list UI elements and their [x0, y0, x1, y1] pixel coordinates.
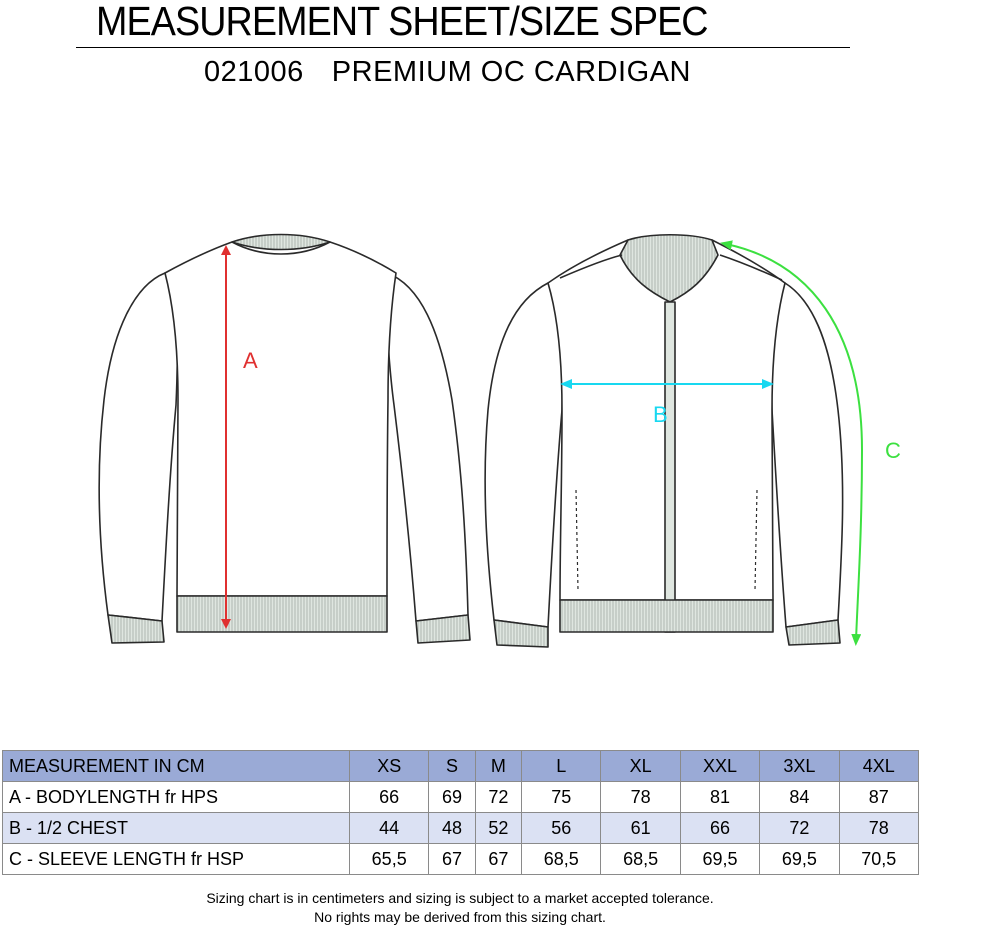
table-cell: 78 — [601, 782, 680, 813]
back-left-sleeve — [99, 273, 177, 621]
front-zipper — [665, 302, 675, 632]
table-cell: 65,5 — [350, 844, 429, 875]
table-cell: 72 — [475, 782, 521, 813]
table-cell: 61 — [601, 813, 680, 844]
dimension-c-label: C — [885, 438, 901, 463]
back-waistband — [177, 596, 387, 632]
front-view — [485, 235, 843, 647]
table-cell: 69 — [429, 782, 475, 813]
front-right-sleeve — [771, 283, 842, 627]
size-header: 3XL — [760, 751, 839, 782]
size-header: S — [429, 751, 475, 782]
size-header: M — [475, 751, 521, 782]
table-cell: 68,5 — [522, 844, 601, 875]
dimension-a-label: A — [243, 348, 258, 373]
table-cell: 69,5 — [760, 844, 839, 875]
row-label: B - 1/2 CHEST — [3, 813, 350, 844]
back-collar-rib — [232, 235, 330, 250]
table-cell: 66 — [680, 813, 759, 844]
table-cell: 56 — [522, 813, 601, 844]
table-cell: 70,5 — [839, 844, 918, 875]
table-cell: 72 — [760, 813, 839, 844]
front-waistband — [560, 600, 773, 632]
front-left-sleeve — [485, 283, 562, 627]
table-row-chest — [3, 813, 919, 844]
table-cell: 52 — [475, 813, 521, 844]
size-spec-table — [2, 750, 919, 875]
table-cell: 87 — [839, 782, 918, 813]
row-label: C - SLEEVE LENGTH fr HSP — [3, 844, 350, 875]
table-cell: 67 — [475, 844, 521, 875]
size-header: 4XL — [839, 751, 918, 782]
table-row-bodylength — [3, 782, 919, 813]
table-cell: 69,5 — [680, 844, 759, 875]
table-row-sleeve — [3, 844, 919, 875]
back-view — [99, 235, 470, 644]
back-right-sleeve — [385, 273, 468, 621]
size-header: XL — [601, 751, 680, 782]
size-header: XXL — [680, 751, 759, 782]
table-cell: 75 — [522, 782, 601, 813]
row-label: A - BODYLENGTH fr HPS — [3, 782, 350, 813]
sheet-title: MEASUREMENT SHEET/SIZE SPEC — [96, 0, 708, 44]
back-body — [165, 242, 396, 596]
product-code: 021006 — [204, 56, 304, 88]
table-cell: 68,5 — [601, 844, 680, 875]
size-header: XS — [350, 751, 429, 782]
size-header: L — [522, 751, 601, 782]
header-label: MEASUREMENT IN CM — [3, 751, 350, 782]
table-cell: 78 — [839, 813, 918, 844]
table-cell: 66 — [350, 782, 429, 813]
table-cell: 67 — [429, 844, 475, 875]
footnote-tolerance: Sizing chart is in centimeters and sizing is subject to a market accepted tolerance. — [206, 890, 714, 906]
dimension-b-label: B — [653, 402, 668, 427]
table-header-row — [3, 751, 919, 782]
table-cell: 48 — [429, 813, 475, 844]
table-cell: 44 — [350, 813, 429, 844]
product-name: PREMIUM OC CARDIGAN — [331, 56, 691, 88]
footnote-rights: No rights may be derived from this sizing chart. — [314, 909, 606, 925]
table-cell: 84 — [760, 782, 839, 813]
table-cell: 81 — [680, 782, 759, 813]
